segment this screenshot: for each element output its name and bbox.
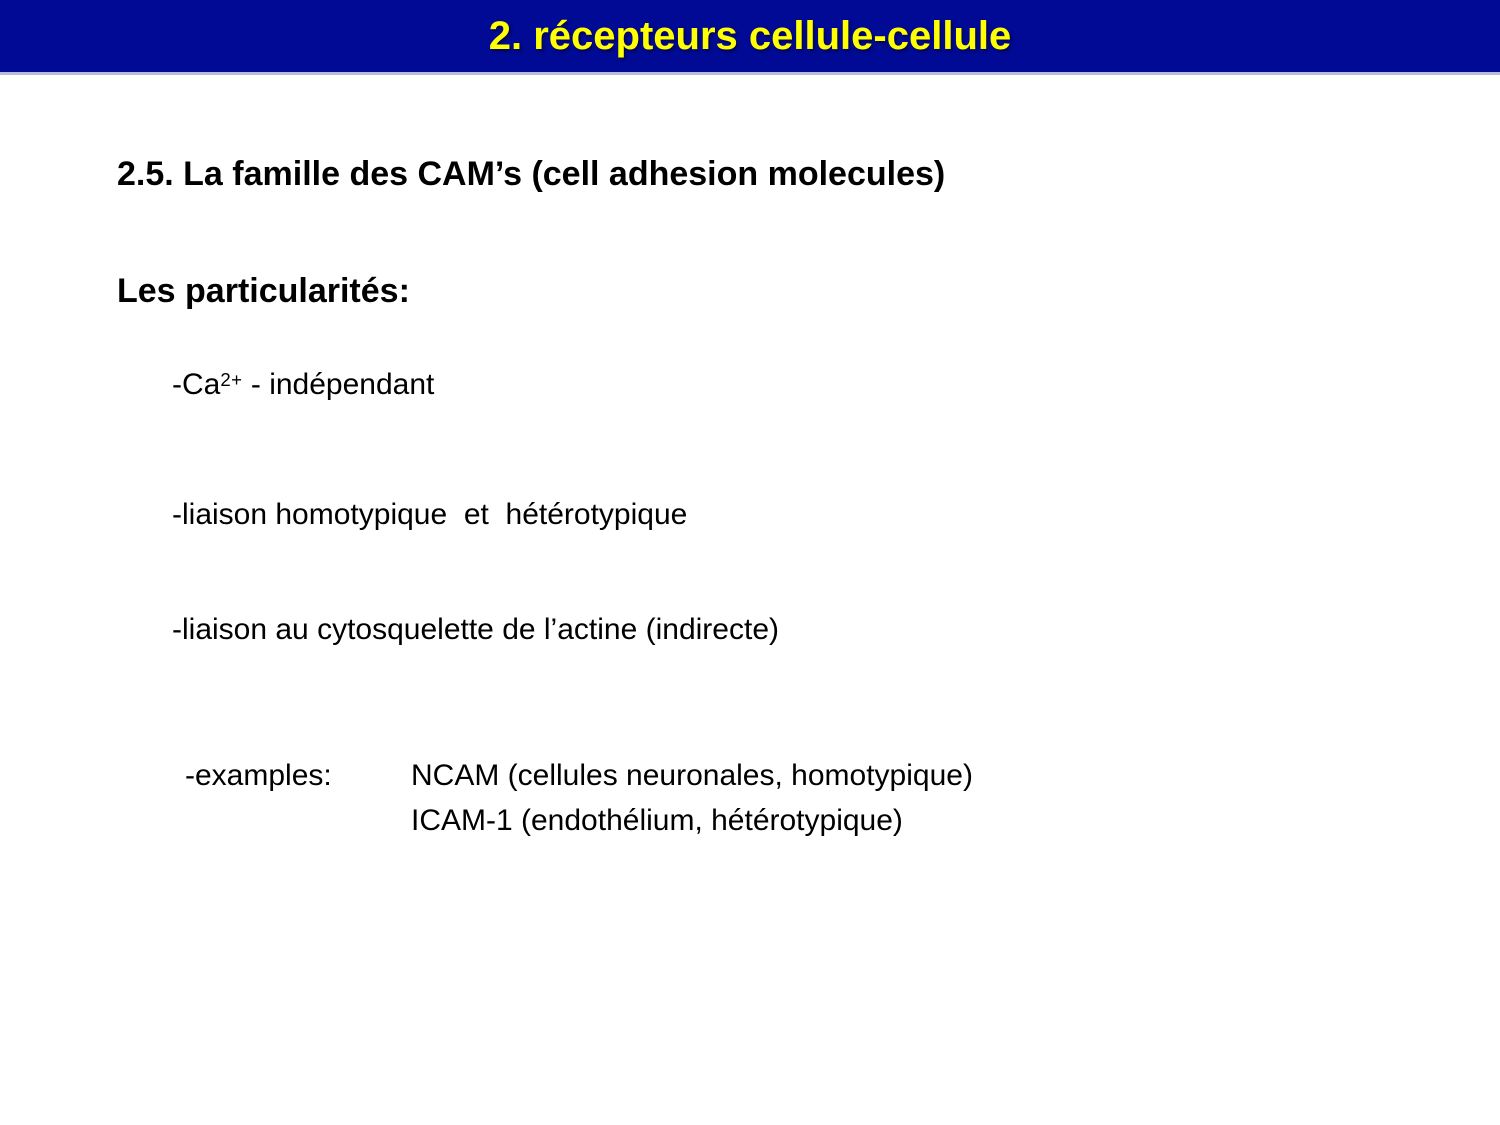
slide-title: 2. récepteurs cellule-cellule [488, 13, 1012, 58]
example-icam1: ICAM-1 (endothélium, hétérotypique) [411, 804, 903, 837]
subheading-particularites: Les particularités: [117, 272, 410, 310]
bullet-ca-superscript: 2+ [220, 369, 243, 390]
examples-label: -examples: [185, 759, 332, 792]
bullet-homotypic-heterotypic: -liaison homotypique et hétérotypique [172, 498, 688, 531]
examples-list [411, 753, 973, 843]
example-ncam: NCAM (cellules neuronales, homotypique) [411, 759, 973, 792]
section-heading: 2.5. La famille des CAM’s (cell adhesion molecules) [117, 155, 946, 193]
bullet-cytoskeleton-link: -liaison au cytosquelette de l’actine (indirecte) [172, 613, 779, 646]
bullet-ca-suffix: - indépendant [242, 367, 435, 401]
title-banner [0, 0, 1500, 75]
examples-block [185, 753, 973, 837]
bullet-ca-prefix: -Ca [172, 367, 221, 401]
bullet-ca-independent [172, 362, 434, 403]
